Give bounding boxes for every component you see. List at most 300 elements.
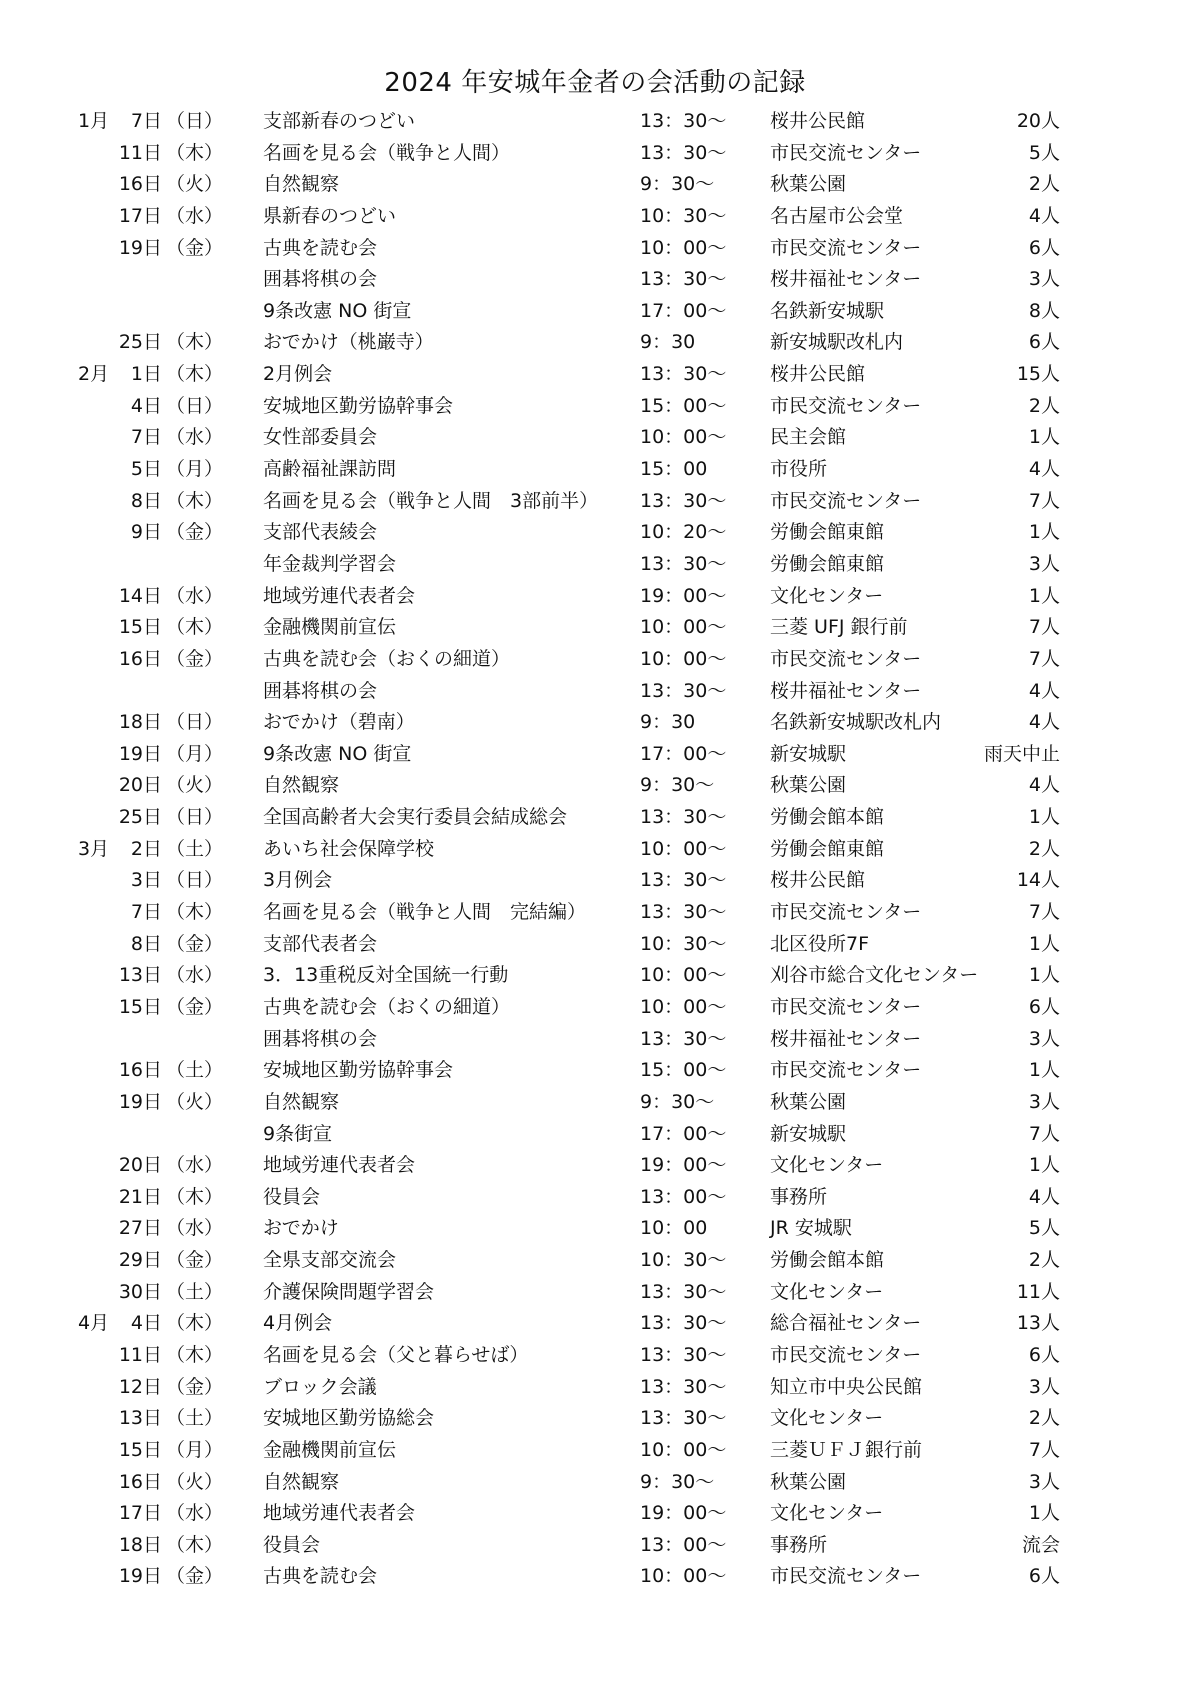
row-day: 27日 bbox=[118, 1217, 162, 1240]
row-event: 2月例会 bbox=[263, 363, 333, 386]
row-day: 8日 bbox=[130, 932, 162, 955]
row-day: 5日 bbox=[130, 458, 162, 481]
row-time: 13：30～ bbox=[640, 1280, 727, 1303]
row-weekday: （金） bbox=[166, 1249, 224, 1272]
row-event: 囲碁将棋の会 bbox=[263, 268, 378, 291]
row-place: 市民交流センター bbox=[770, 1565, 922, 1588]
row-event: 金融機関前宣伝 bbox=[263, 1438, 397, 1461]
row-weekday: （木） bbox=[166, 901, 224, 924]
activity-row bbox=[0, 1182, 1190, 1214]
row-event: 9条改憲 NO 街宣 bbox=[263, 299, 412, 322]
row-time: 13：30～ bbox=[640, 141, 727, 164]
activity-row bbox=[0, 391, 1190, 423]
row-time: 13：30～ bbox=[640, 363, 727, 386]
row-place: 桜井福祉センター bbox=[770, 679, 922, 702]
row-weekday: （木） bbox=[166, 1312, 224, 1335]
row-weekday: （水） bbox=[166, 1154, 224, 1177]
row-place: 市民交流センター bbox=[770, 995, 922, 1018]
row-place: 市民交流センター bbox=[770, 1343, 922, 1366]
row-count: 7人 bbox=[1028, 489, 1060, 512]
row-event: 名画を見る会（戦争と人間） bbox=[263, 141, 511, 164]
row-count: 6人 bbox=[1028, 1565, 1060, 1588]
row-event: 安城地区勤労協総会 bbox=[263, 1407, 435, 1430]
row-day: 20日 bbox=[118, 1154, 162, 1177]
activity-row bbox=[0, 549, 1190, 581]
activity-row bbox=[0, 834, 1190, 866]
row-weekday: （火） bbox=[166, 1090, 224, 1113]
row-time: 15：00～ bbox=[640, 394, 727, 417]
row-place: 新安城駅改札内 bbox=[770, 331, 904, 354]
row-place: 名古屋市公会堂 bbox=[770, 204, 904, 227]
row-event: おでかけ（碧南） bbox=[263, 711, 415, 734]
row-count: 流会 bbox=[1021, 1533, 1060, 1556]
row-day: 11日 bbox=[118, 1343, 162, 1366]
row-time: 13：30～ bbox=[640, 552, 727, 575]
activity-row bbox=[0, 802, 1190, 834]
row-event: 3月例会 bbox=[263, 869, 333, 892]
row-event: 自然観察 bbox=[263, 1090, 340, 1113]
row-time: 10：00～ bbox=[640, 426, 727, 449]
row-count: 1人 bbox=[1028, 521, 1060, 544]
row-time: 9：30 bbox=[640, 711, 696, 734]
row-time: 9：30～ bbox=[640, 774, 715, 797]
activity-row bbox=[0, 612, 1190, 644]
row-event: 囲碁将棋の会 bbox=[263, 679, 378, 702]
row-count: 4人 bbox=[1028, 204, 1060, 227]
activity-row bbox=[0, 264, 1190, 296]
row-place: 事務所 bbox=[770, 1185, 828, 1208]
row-event: ブロック会議 bbox=[263, 1375, 377, 1398]
row-place: 文化センター bbox=[770, 1154, 884, 1177]
row-event: 古典を読む会（おくの細道） bbox=[263, 995, 511, 1018]
activity-row bbox=[0, 1024, 1190, 1056]
row-weekday: （月） bbox=[166, 1438, 224, 1461]
row-time: 10：00～ bbox=[640, 964, 727, 987]
row-event: 県新春のつどい bbox=[263, 204, 397, 227]
row-event: 自然観察 bbox=[263, 173, 340, 196]
row-count: 6人 bbox=[1028, 331, 1060, 354]
row-time: 10：00～ bbox=[640, 616, 727, 639]
row-count: 1人 bbox=[1028, 964, 1060, 987]
row-weekday: （水） bbox=[166, 964, 224, 987]
row-time: 10：30～ bbox=[640, 932, 727, 955]
row-event: 安城地区勤労協幹事会 bbox=[263, 1059, 454, 1082]
row-day: 11日 bbox=[118, 141, 162, 164]
row-day: 18日 bbox=[118, 1533, 162, 1556]
activity-row bbox=[0, 1213, 1190, 1245]
row-count: 15人 bbox=[1016, 363, 1060, 386]
row-weekday: （土） bbox=[166, 1407, 224, 1430]
row-count: 2人 bbox=[1028, 1249, 1060, 1272]
activity-row bbox=[0, 1245, 1190, 1277]
row-day: 21日 bbox=[118, 1185, 162, 1208]
row-event: 安城地区勤労協幹事会 bbox=[263, 394, 454, 417]
row-weekday: （木） bbox=[166, 489, 224, 512]
row-event: 3．13重税反対全国統一行動 bbox=[263, 964, 509, 987]
row-time: 9：30～ bbox=[640, 1090, 715, 1113]
row-count: 6人 bbox=[1028, 236, 1060, 259]
row-place: 桜井公民館 bbox=[770, 363, 866, 386]
row-place: 秋葉公園 bbox=[770, 1090, 847, 1113]
activity-row bbox=[0, 1308, 1190, 1340]
activity-row bbox=[0, 644, 1190, 676]
row-place: 民主会館 bbox=[770, 426, 847, 449]
activity-row bbox=[0, 1435, 1190, 1467]
activity-row bbox=[0, 1055, 1190, 1087]
row-time: 10：30～ bbox=[640, 204, 727, 227]
row-event: 全国高齢者大会実行委員会結成総会 bbox=[263, 806, 568, 829]
row-time: 10：00～ bbox=[640, 1565, 727, 1588]
row-count: 1人 bbox=[1028, 806, 1060, 829]
row-count: 6人 bbox=[1028, 995, 1060, 1018]
row-count: 7人 bbox=[1028, 1438, 1060, 1461]
row-weekday: （火） bbox=[166, 1470, 224, 1493]
row-weekday: （月） bbox=[166, 742, 224, 765]
row-event: 古典を読む会 bbox=[263, 236, 378, 259]
row-count: 4人 bbox=[1028, 774, 1060, 797]
row-place: 文化センター bbox=[770, 1407, 884, 1430]
row-count: 雨天中止 bbox=[983, 742, 1060, 765]
row-event: 役員会 bbox=[263, 1185, 321, 1208]
row-count: 1人 bbox=[1028, 1154, 1060, 1177]
row-place: 市民交流センター bbox=[770, 489, 922, 512]
row-count: 13人 bbox=[1016, 1312, 1060, 1335]
row-place: 三菱ＵＦＪ銀行前 bbox=[770, 1438, 923, 1461]
activity-row bbox=[0, 1467, 1190, 1499]
row-weekday: （金） bbox=[166, 995, 224, 1018]
row-month: 3月 bbox=[78, 837, 110, 860]
row-event: 名画を見る会（戦争と人間 完結編） bbox=[263, 901, 587, 924]
row-count: 5人 bbox=[1028, 1217, 1060, 1240]
row-weekday: （月） bbox=[166, 458, 224, 481]
row-month: 1月 bbox=[78, 110, 110, 132]
row-weekday: （日） bbox=[166, 394, 224, 417]
row-time: 13：00～ bbox=[640, 1185, 727, 1208]
row-month: 2月 bbox=[78, 363, 110, 386]
activity-row bbox=[0, 486, 1190, 518]
activity-row bbox=[0, 233, 1190, 265]
activity-row bbox=[0, 960, 1190, 992]
row-weekday: （日） bbox=[166, 806, 224, 829]
activity-row bbox=[0, 1498, 1190, 1530]
row-weekday: （木） bbox=[166, 1185, 224, 1208]
row-day: 29日 bbox=[118, 1249, 162, 1272]
row-weekday: （金） bbox=[166, 236, 224, 259]
row-count: 8人 bbox=[1028, 299, 1060, 322]
row-day: 19日 bbox=[118, 236, 162, 259]
row-weekday: （日） bbox=[166, 869, 224, 892]
row-weekday: （水） bbox=[166, 426, 224, 449]
row-weekday: （水） bbox=[166, 1217, 224, 1240]
row-time: 13：30～ bbox=[640, 806, 727, 829]
row-day: 14日 bbox=[118, 584, 162, 607]
activity-row bbox=[0, 929, 1190, 961]
row-count: 3人 bbox=[1028, 1027, 1060, 1050]
row-event: 9条街宣 bbox=[263, 1122, 333, 1145]
activity-row bbox=[0, 517, 1190, 549]
row-event: 地域労連代表者会 bbox=[263, 1502, 416, 1525]
row-place: 桜井公民館 bbox=[770, 869, 866, 892]
row-count: 7人 bbox=[1028, 616, 1060, 639]
row-day: 4日 bbox=[130, 394, 162, 417]
row-place: 桜井福祉センター bbox=[770, 1027, 922, 1050]
row-place: 労働会館本館 bbox=[770, 806, 885, 829]
activity-row bbox=[0, 1340, 1190, 1372]
row-count: 1人 bbox=[1028, 1502, 1060, 1525]
row-count: 1人 bbox=[1028, 1059, 1060, 1082]
row-time: 19：00～ bbox=[640, 1154, 727, 1177]
row-place: 秋葉公園 bbox=[770, 1470, 847, 1493]
row-event: 古典を読む会 bbox=[263, 1565, 378, 1588]
row-place: 刈谷市総合文化センター bbox=[770, 964, 979, 987]
row-place: 労働会館東館 bbox=[770, 521, 885, 544]
row-day: 30日 bbox=[118, 1280, 162, 1303]
row-weekday: （日） bbox=[166, 711, 224, 734]
row-day: 12日 bbox=[118, 1375, 162, 1398]
row-place: 文化センター bbox=[770, 1280, 884, 1303]
row-count: 5人 bbox=[1028, 141, 1060, 164]
row-place: 名鉄新安城駅改札内 bbox=[770, 711, 942, 734]
row-count: 4人 bbox=[1028, 711, 1060, 734]
row-event: おでかけ bbox=[263, 1217, 339, 1240]
row-count: 2人 bbox=[1028, 1407, 1060, 1430]
row-day: 7日 bbox=[130, 426, 162, 449]
activity-row bbox=[0, 1277, 1190, 1309]
row-place: 市役所 bbox=[770, 458, 828, 481]
activity-row bbox=[0, 169, 1190, 201]
activity-row bbox=[0, 897, 1190, 929]
row-time: 13：30～ bbox=[640, 869, 727, 892]
row-event: 自然観察 bbox=[263, 1470, 340, 1493]
row-weekday: （金） bbox=[166, 932, 224, 955]
activity-row bbox=[0, 1530, 1190, 1562]
row-time: 13：30～ bbox=[640, 110, 727, 132]
row-place: 桜井公民館 bbox=[770, 110, 866, 132]
row-count: 3人 bbox=[1028, 552, 1060, 575]
row-time: 17：00～ bbox=[640, 299, 727, 322]
row-count: 11人 bbox=[1016, 1280, 1060, 1303]
row-place: 市民交流センター bbox=[770, 394, 922, 417]
row-day: 19日 bbox=[118, 742, 162, 765]
row-weekday: （水） bbox=[166, 584, 224, 607]
row-event: 支部代表綾会 bbox=[263, 521, 378, 544]
row-day: 16日 bbox=[118, 1470, 162, 1493]
row-time: 15：00～ bbox=[640, 1059, 727, 1082]
row-weekday: （木） bbox=[166, 363, 224, 386]
row-event: 名画を見る会（戦争と人間 3部前半） bbox=[263, 489, 599, 512]
row-place: 市民交流センター bbox=[770, 1059, 922, 1082]
activity-row bbox=[0, 1372, 1190, 1404]
row-day: 7日 bbox=[130, 901, 162, 924]
row-weekday: （木） bbox=[166, 1533, 224, 1556]
row-event: 9条改憲 NO 街宣 bbox=[263, 742, 412, 765]
row-place: 市民交流センター bbox=[770, 647, 922, 670]
row-place: 北区役所7F bbox=[770, 932, 870, 955]
row-event: 介護保険問題学習会 bbox=[263, 1280, 435, 1303]
activity-row bbox=[0, 1087, 1190, 1119]
row-time: 13：30～ bbox=[640, 679, 727, 702]
activity-row bbox=[0, 770, 1190, 802]
row-event: 名画を見る会（父と暮らせば） bbox=[263, 1343, 529, 1366]
row-weekday: （木） bbox=[166, 1343, 224, 1366]
row-time: 17：00～ bbox=[640, 1122, 727, 1145]
row-place: 事務所 bbox=[770, 1533, 828, 1556]
row-event: 全県支部交流会 bbox=[263, 1249, 397, 1272]
activity-row bbox=[0, 106, 1190, 138]
row-time: 10：00 bbox=[640, 1217, 708, 1240]
row-count: 3人 bbox=[1028, 1470, 1060, 1493]
activity-row bbox=[0, 992, 1190, 1024]
activity-row bbox=[0, 676, 1190, 708]
row-place: 新安城駅 bbox=[770, 1122, 847, 1145]
row-time: 13：30～ bbox=[640, 268, 727, 291]
row-time: 9：30 bbox=[640, 331, 696, 354]
row-time: 10：30～ bbox=[640, 1249, 727, 1272]
row-place: 三菱 UFJ 銀行前 bbox=[770, 616, 908, 639]
row-count: 4人 bbox=[1028, 679, 1060, 702]
row-weekday: （土） bbox=[166, 1280, 224, 1303]
row-place: 労働会館東館 bbox=[770, 837, 885, 860]
row-time: 13：30～ bbox=[640, 1407, 727, 1430]
row-weekday: （水） bbox=[166, 1502, 224, 1525]
row-day: 15日 bbox=[118, 616, 162, 639]
activity-row bbox=[0, 1119, 1190, 1151]
row-day: 20日 bbox=[118, 774, 162, 797]
row-weekday: （金） bbox=[166, 521, 224, 544]
activity-row bbox=[0, 581, 1190, 613]
row-day: 16日 bbox=[118, 647, 162, 670]
row-time: 10：00～ bbox=[640, 995, 727, 1018]
row-count: 2人 bbox=[1028, 837, 1060, 860]
row-time: 19：00～ bbox=[640, 1502, 727, 1525]
row-place: 秋葉公園 bbox=[770, 173, 847, 196]
row-count: 1人 bbox=[1028, 932, 1060, 955]
row-event: 4月例会 bbox=[263, 1312, 333, 1335]
row-weekday: （金） bbox=[166, 1375, 224, 1398]
row-day: 19日 bbox=[118, 1090, 162, 1113]
row-event: 高齢福祉課訪問 bbox=[263, 458, 397, 481]
row-place: 市民交流センター bbox=[770, 141, 922, 164]
row-month: 4月 bbox=[78, 1312, 110, 1335]
row-time: 13：30～ bbox=[640, 901, 727, 924]
row-count: 3人 bbox=[1028, 268, 1060, 291]
row-time: 13：30～ bbox=[640, 1027, 727, 1050]
page-title: 2024 年安城年金者の会活動の記録 bbox=[384, 68, 806, 98]
activity-row bbox=[0, 1403, 1190, 1435]
row-count: 3人 bbox=[1028, 1090, 1060, 1113]
activity-row bbox=[0, 422, 1190, 454]
row-day: 8日 bbox=[130, 489, 162, 512]
row-time: 17：00～ bbox=[640, 742, 727, 765]
row-event: おでかけ（桃巌寺） bbox=[263, 331, 434, 354]
activity-row bbox=[0, 296, 1190, 328]
row-day: 2日 bbox=[130, 837, 162, 860]
row-time: 13：30～ bbox=[640, 1343, 727, 1366]
row-time: 9：30～ bbox=[640, 1470, 715, 1493]
row-time: 10：20～ bbox=[640, 521, 727, 544]
row-count: 2人 bbox=[1028, 173, 1060, 196]
row-count: 7人 bbox=[1028, 901, 1060, 924]
row-place: 新安城駅 bbox=[770, 742, 847, 765]
activity-list bbox=[0, 106, 1190, 1593]
activity-row bbox=[0, 454, 1190, 486]
row-time: 13：30～ bbox=[640, 1375, 727, 1398]
activity-row bbox=[0, 359, 1190, 391]
row-time: 13：30～ bbox=[640, 489, 727, 512]
row-day: 13日 bbox=[118, 964, 162, 987]
row-event: 支部代表者会 bbox=[263, 932, 378, 955]
activity-row bbox=[0, 865, 1190, 897]
activity-row bbox=[0, 1561, 1190, 1593]
row-time: 10：00～ bbox=[640, 647, 727, 670]
row-count: 7人 bbox=[1028, 647, 1060, 670]
row-day: 19日 bbox=[118, 1565, 162, 1588]
row-event: 年金裁判学習会 bbox=[263, 552, 397, 575]
activity-row bbox=[0, 739, 1190, 771]
activity-row bbox=[0, 327, 1190, 359]
row-place: 市民交流センター bbox=[770, 236, 922, 259]
row-count: 4人 bbox=[1028, 458, 1060, 481]
row-event: 金融機関前宣伝 bbox=[263, 616, 397, 639]
row-event: 役員会 bbox=[263, 1533, 321, 1556]
row-count: 20人 bbox=[1016, 110, 1060, 132]
row-day: 25日 bbox=[118, 806, 162, 829]
row-weekday: （金） bbox=[166, 1565, 224, 1588]
activity-row bbox=[0, 1150, 1190, 1182]
row-day: 4日 bbox=[130, 1312, 162, 1335]
row-day: 17日 bbox=[118, 204, 162, 227]
row-time: 10：00～ bbox=[640, 837, 727, 860]
row-event: 自然観察 bbox=[263, 774, 340, 797]
row-place: 労働会館本館 bbox=[770, 1249, 885, 1272]
row-weekday: （木） bbox=[166, 141, 224, 164]
row-time: 19：00～ bbox=[640, 584, 727, 607]
row-count: 3人 bbox=[1028, 1375, 1060, 1398]
row-day: 18日 bbox=[118, 711, 162, 734]
row-count: 1人 bbox=[1028, 584, 1060, 607]
row-count: 7人 bbox=[1028, 1122, 1060, 1145]
row-weekday: （水） bbox=[166, 204, 224, 227]
row-day: 17日 bbox=[118, 1502, 162, 1525]
row-time: 10：00～ bbox=[640, 236, 727, 259]
row-place: 桜井福祉センター bbox=[770, 268, 922, 291]
row-weekday: （火） bbox=[166, 173, 224, 196]
row-event: 囲碁将棋の会 bbox=[263, 1027, 378, 1050]
row-day: 7日 bbox=[130, 110, 162, 132]
row-event: 地域労連代表者会 bbox=[263, 1154, 416, 1177]
row-weekday: （火） bbox=[166, 774, 224, 797]
row-count: 4人 bbox=[1028, 1185, 1060, 1208]
row-place: 秋葉公園 bbox=[770, 774, 847, 797]
row-time: 15：00 bbox=[640, 458, 708, 481]
row-day: 13日 bbox=[118, 1407, 162, 1430]
row-place: 名鉄新安城駅 bbox=[770, 299, 885, 322]
row-place: 文化センター bbox=[770, 1502, 884, 1525]
row-weekday: （木） bbox=[166, 616, 224, 639]
row-count: 1人 bbox=[1028, 426, 1060, 449]
row-time: 10：00～ bbox=[640, 1438, 727, 1461]
row-day: 16日 bbox=[118, 1059, 162, 1082]
row-day: 15日 bbox=[118, 1438, 162, 1461]
row-place: 市民交流センター bbox=[770, 901, 922, 924]
row-event: あいち社会保障学校 bbox=[263, 837, 435, 860]
row-event: 古典を読む会（おくの細道） bbox=[263, 647, 511, 670]
row-count: 14人 bbox=[1016, 869, 1060, 892]
row-day: 9日 bbox=[130, 521, 162, 544]
activity-row bbox=[0, 138, 1190, 170]
row-event: 支部新春のつどい bbox=[263, 110, 416, 132]
row-count: 2人 bbox=[1028, 394, 1060, 417]
